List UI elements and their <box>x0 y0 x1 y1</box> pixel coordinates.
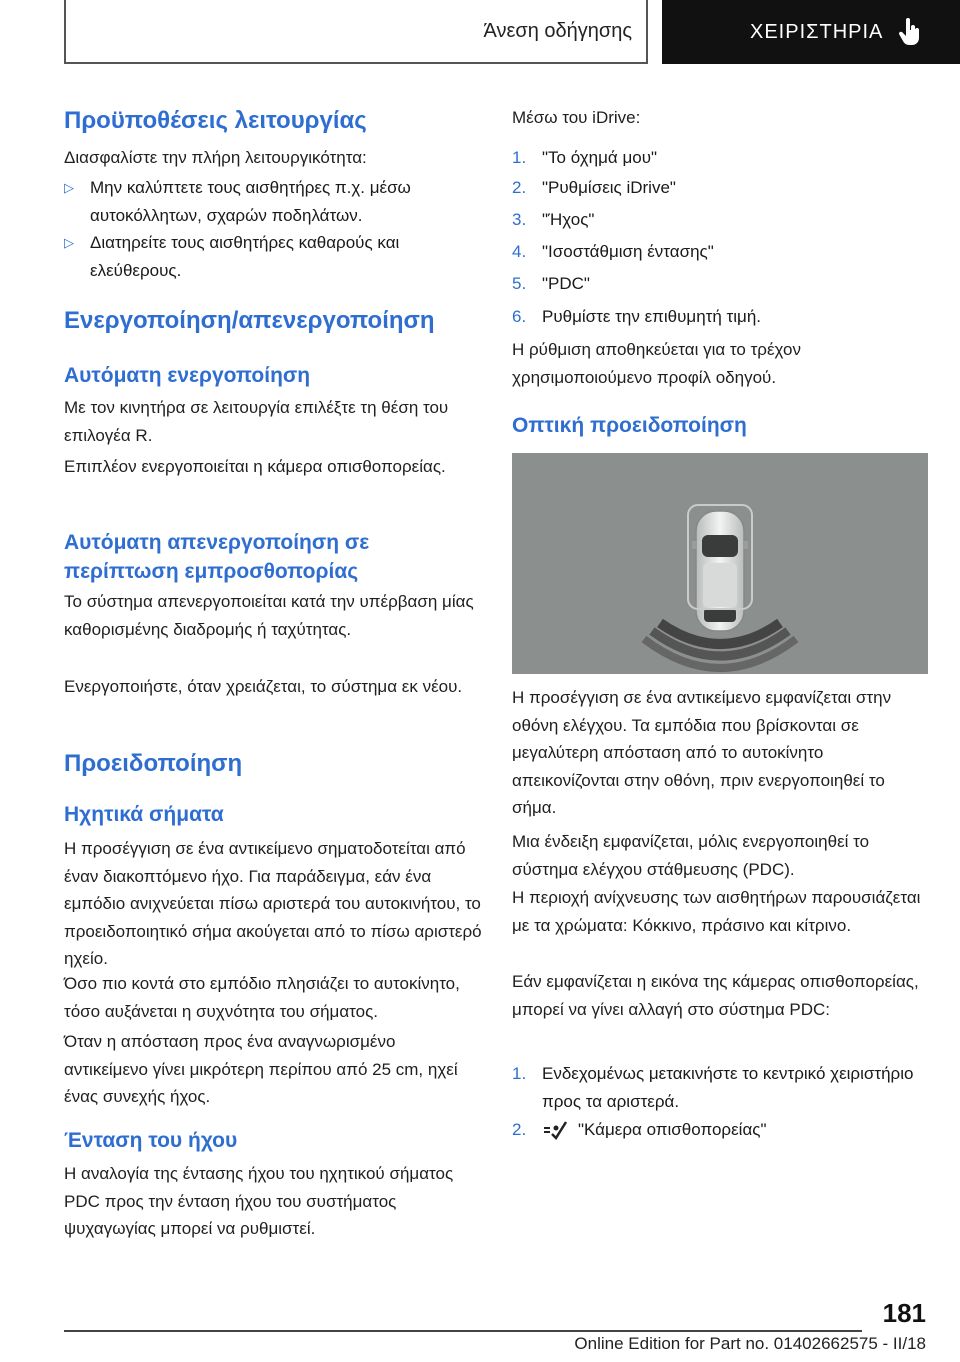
header-section-label: Άνεση οδήγησης <box>483 19 632 42</box>
list-item-text: Μην καλύπτετε τους αισθητήρες π.χ. μέσω αυτοκόλλητων, σχαρών ποδηλάτων. <box>90 178 411 225</box>
step-number: 1. <box>512 1064 527 1083</box>
list-item-text: Διατηρείτε τους αισθητήρες καθαρούς και ελεύθερους. <box>90 233 400 280</box>
paragraph: Όταν η απόσταση προς ένα αναγνωρισμένο αντικείμενο γίνει μικρότερη περίπου από 25 cm, ηχεί ένας συνεχής ήχος. <box>64 1032 458 1106</box>
paragraph: Εάν εμφανίζεται η εικόνα της κάμερας οπισθοπορείας, μπορεί να γίνει αλλαγή στο σύστημα PDC: <box>512 972 919 1019</box>
paragraph: Το σύστημα απενεργοποιείται κατά την υπέρβαση μίας καθορισμένης διαδρομής ή ταχύτητας. <box>64 592 474 639</box>
heading-volume: Ένταση του ήχου <box>64 1129 238 1152</box>
step-text: "Ήχος" <box>542 210 595 229</box>
triangle-bullet-icon: ▷ <box>64 235 74 250</box>
header-chapter-label: ΧΕΙΡΙΣΤΗΡΙΑ <box>750 20 884 43</box>
heading-auto-activation: Αυτόματη ενεργοποίηση <box>64 364 311 387</box>
paragraph: Επιπλέον ενεργοποιείται η κάμερα οπισθοπορείας. <box>64 457 446 476</box>
step-number: 5. <box>512 274 527 293</box>
step-number: 3. <box>512 210 527 229</box>
step-text: "Κάμερα οπισθοπορείας" <box>578 1120 767 1139</box>
step-number: 4. <box>512 242 527 261</box>
paragraph: Διασφαλίστε την πλήρη λειτουργικότητα: <box>64 148 367 167</box>
heading-audio-signals: Ηχητικά σήματα <box>64 803 224 826</box>
paragraph: Ενεργοποιήστε, όταν χρειάζεται, το σύστημα εκ νέου. <box>64 677 463 696</box>
header-section <box>64 0 648 64</box>
step-text: "Το όχημά μου" <box>542 148 658 167</box>
heading-prerequisites: Προϋποθέσεις λειτουργίας <box>64 107 367 134</box>
pdc-illustration <box>512 453 928 674</box>
step-text: "Ρυθμίσεις iDrive" <box>542 178 676 197</box>
camera-pdc-icon <box>542 1120 570 1140</box>
heading-visual-warning: Οπτική προειδοποίηση <box>512 414 747 437</box>
hand-pointer-icon <box>897 18 921 46</box>
step-text: Ενδεχομένως μετακινήστε το κεντρικό χειριστήριο προς τα αριστερά. <box>542 1064 914 1111</box>
header-chapter <box>662 0 960 64</box>
step-number: 2. <box>512 178 527 197</box>
footer-text: Online Edition for Part no. 01402662575 - II/18 <box>574 1334 926 1353</box>
step-text: "Ισοστάθμιση έντασης" <box>542 242 714 261</box>
paragraph: Η ρύθμιση αποθηκεύεται για το τρέχον χρησιμοποιούμενο προφίλ οδηγού. <box>512 340 801 387</box>
heading-activation: Ενεργοποίηση/απενεργοποίηση <box>64 307 435 334</box>
step-number: 1. <box>512 148 527 167</box>
heading-warning: Προειδοποίηση <box>64 750 243 777</box>
step-text: Ρυθμίστε την επιθυμητή τιμή. <box>542 307 762 326</box>
paragraph: Η αναλογία της έντασης ήχου του ηχητικού σήματος PDC προς την ένταση ήχου του συστήματος ψυχαγωγίας μπορεί να ρυθμιστεί. <box>64 1164 454 1238</box>
triangle-bullet-icon: ▷ <box>64 180 74 195</box>
heading-auto-deactivation: Αυτόματη απενεργοποίηση σε περίπτωση εμπροσθοπορίας <box>64 531 370 583</box>
paragraph: Η προσέγγιση σε ένα αντικείμενο σηματοδοτείται από έναν διακοπτόμενο ήχο. Για παράδειγμα, εάν ένα εμπόδιο ανιχνεύεται πίσω αριστερά του αυτοκινήτου, το προειδοποιητικό σήμα ακούγεται από το πίσω αριστερό ηχείο. <box>64 839 482 968</box>
step-number: 2. <box>512 1120 527 1139</box>
paragraph: Όσο πιο κοντά στο εμπόδιο πλησιάζει το αυτοκίνητο, τόσο αυξάνεται η συχνότητα του σήματος. <box>64 974 460 1021</box>
car-top-view-icon <box>512 453 928 674</box>
paragraph: Με τον κινητήρα σε λειτουργία επιλέξτε τη θέση του επιλογέα R. <box>64 398 449 445</box>
footer-divider <box>64 1330 862 1332</box>
paragraph: Μια ένδειξη εμφανίζεται, μόλις ενεργοποιηθεί το σύστημα ελέγχου στάθμευσης (PDC). <box>512 832 870 879</box>
paragraph: Η περιοχή ανίχνευσης των αισθητήρων παρουσιάζεται με τα χρώματα: Κόκκινο, πράσινο και κίτρινο. <box>512 888 921 935</box>
paragraph: Μέσω του iDrive: <box>512 108 641 127</box>
page-number: 181 <box>882 1298 926 1328</box>
paragraph: Η προσέγγιση σε ένα αντικείμενο εμφανίζεται στην οθόνη ελέγχου. Τα εμπόδια που βρίσκονται σε μεγαλύτερη απόσταση από το αυτοκίνητο απεικονίζονται στην οθόνη, πριν ενεργοποιηθεί το σήμα. <box>512 688 892 817</box>
step-text: "PDC" <box>542 274 590 293</box>
step-number: 6. <box>512 307 527 326</box>
